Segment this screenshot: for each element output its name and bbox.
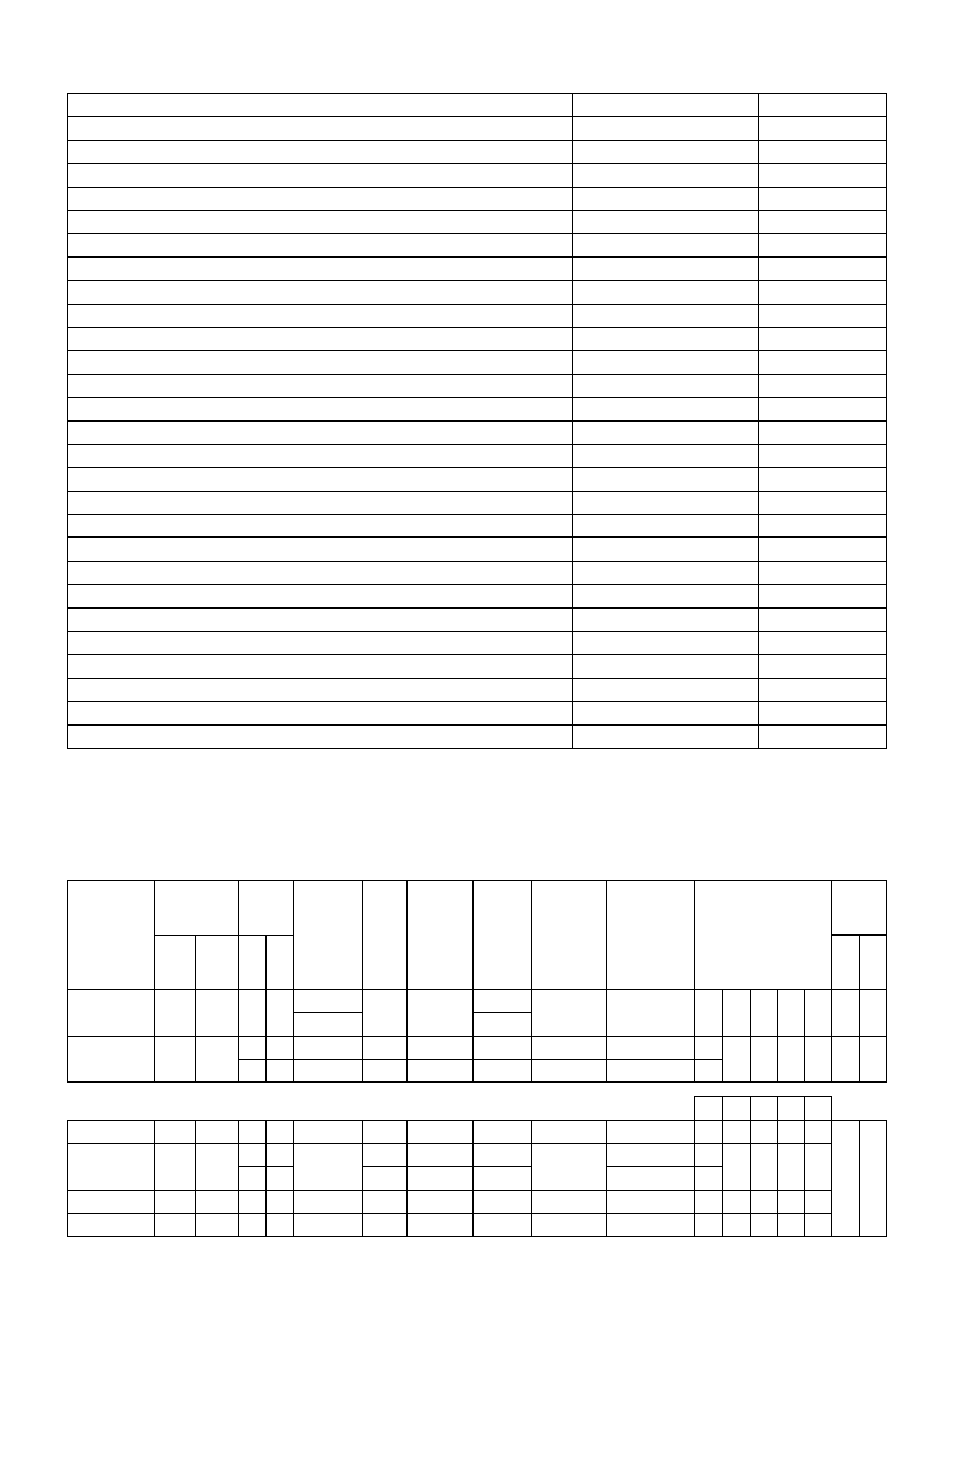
column-line <box>694 880 695 1083</box>
box-column-line <box>777 1096 778 1120</box>
column-line <box>804 1120 805 1237</box>
column-line <box>406 1120 408 1237</box>
form-right-border <box>886 1120 887 1237</box>
row-line <box>694 1059 722 1060</box>
column-line <box>472 880 474 1083</box>
column-line <box>859 935 860 1083</box>
lower-block-top <box>67 1120 887 1121</box>
column-line <box>472 1120 474 1237</box>
column-line <box>238 1120 239 1237</box>
box-column-line <box>722 1096 723 1120</box>
column-line <box>531 880 532 1083</box>
column-line <box>293 1120 294 1237</box>
row-line <box>606 1166 722 1167</box>
column-line <box>265 935 267 1083</box>
box-column-line <box>694 1096 695 1120</box>
row-line <box>67 1036 887 1037</box>
column-line <box>831 880 832 1083</box>
header-bottom-line <box>67 989 887 990</box>
upper-block-bottom <box>67 1081 887 1083</box>
column-line <box>722 989 723 1083</box>
column-line <box>195 935 196 1083</box>
cell-divider <box>473 1012 531 1013</box>
row-line <box>362 1166 531 1167</box>
column-line <box>154 880 155 1083</box>
column-line <box>777 989 778 1083</box>
header-subdivider <box>154 935 293 936</box>
form-bottom-border <box>67 1236 887 1237</box>
row-line <box>67 1213 831 1214</box>
column-line <box>531 1120 532 1237</box>
column-line <box>362 880 363 1083</box>
column-line <box>362 1120 363 1237</box>
column-line <box>238 880 239 1083</box>
column-line <box>722 1120 723 1237</box>
box-column-line <box>804 1096 805 1120</box>
column-line <box>831 1120 832 1237</box>
column-line <box>750 1120 751 1237</box>
column-line <box>777 1120 778 1237</box>
form-top-border <box>67 880 887 881</box>
column-line <box>265 1120 267 1237</box>
column-line <box>804 989 805 1083</box>
cell-divider <box>293 1012 362 1013</box>
column-line <box>606 1120 607 1237</box>
box-column-line <box>831 1096 832 1120</box>
column-line <box>859 1120 860 1237</box>
column-line <box>154 1120 155 1237</box>
row-line <box>238 1059 694 1060</box>
column-line <box>694 1120 695 1237</box>
row-line <box>67 1190 831 1191</box>
form-right-border <box>886 880 887 1083</box>
box-row-line <box>694 1096 831 1097</box>
column-line <box>406 880 408 1083</box>
form-left-border <box>67 880 68 1083</box>
column-line <box>195 1120 196 1237</box>
form-left-border <box>67 1120 68 1237</box>
column-line <box>606 880 607 1083</box>
column-line <box>750 989 751 1083</box>
column-line <box>293 880 294 1083</box>
row-line <box>67 1143 831 1144</box>
box-column-line <box>750 1096 751 1120</box>
